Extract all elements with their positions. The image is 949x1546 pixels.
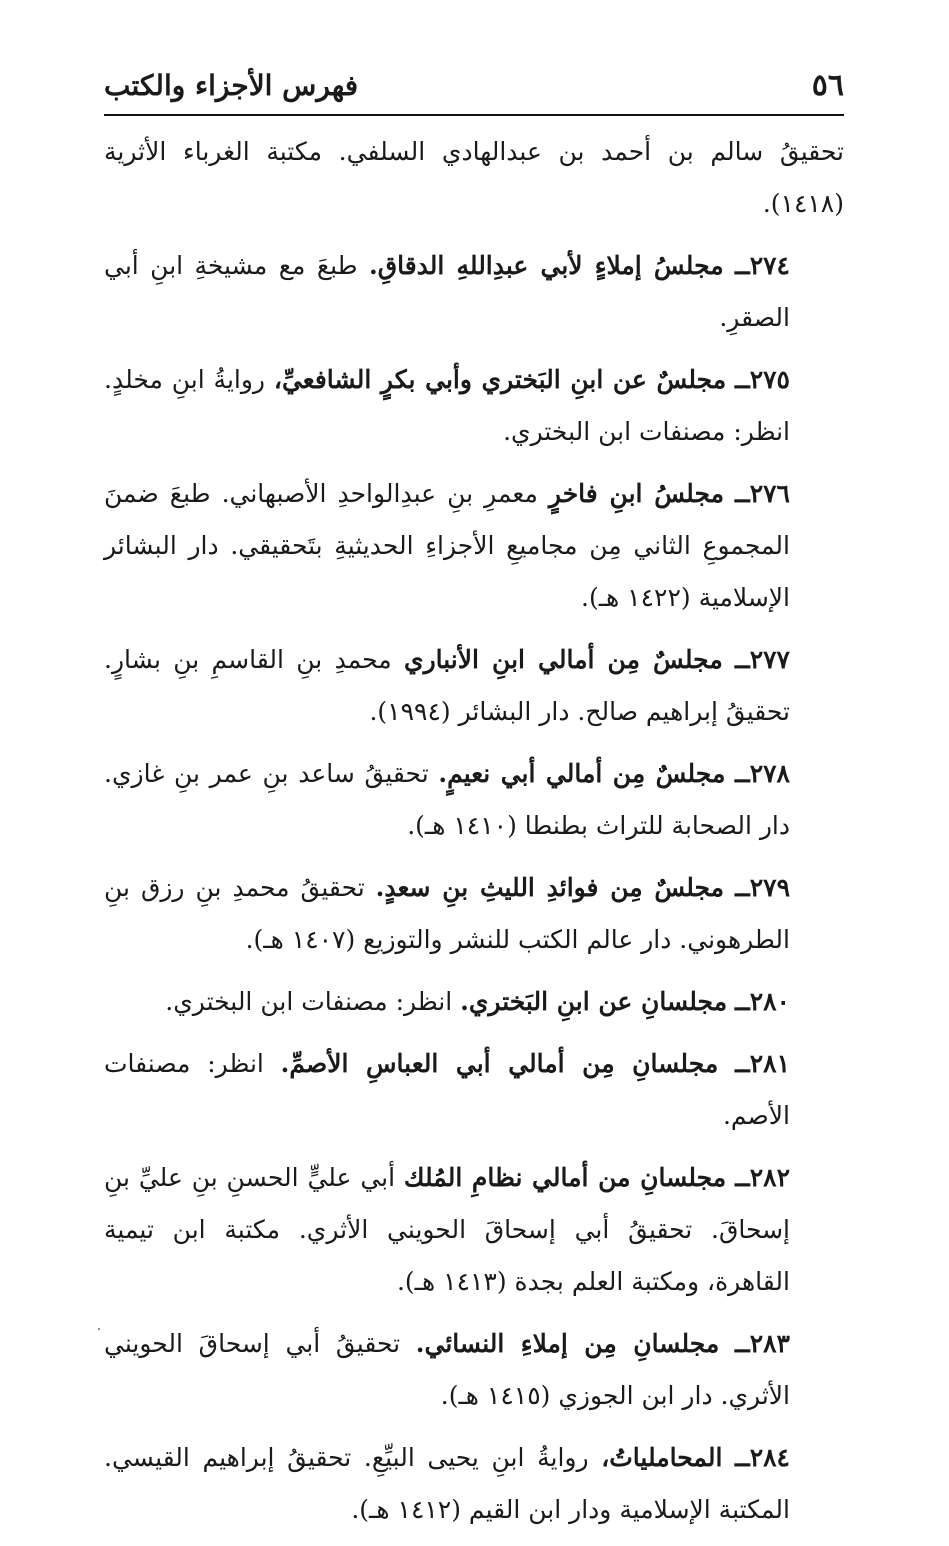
entry-284 xyxy=(104,1432,844,1536)
entry-279 xyxy=(104,862,844,966)
entry-number: ٢٧٦ــ xyxy=(735,479,790,508)
entry-title: مجلسُ ابنِ فاخرٍ xyxy=(548,479,724,508)
entry-body: تحقيقُ أبي إسحاقَ الحويني الأثري. دار ابن الجوزي (١٤١٥ هـ). xyxy=(104,1329,790,1410)
entry-277 xyxy=(104,634,844,738)
entry-number: ٢٨٢ــ xyxy=(735,1163,791,1192)
scan-speck xyxy=(98,1328,100,1330)
entry-title: مجلسانِ مِن إملاءِ النسائي. xyxy=(415,1329,720,1358)
header-rule xyxy=(104,114,844,116)
entry-title: مجلسانِ من أمالي نظامِ المُلك xyxy=(403,1163,727,1192)
entry-title: مجلسٌ مِن أمالي ابنِ الأنباري xyxy=(404,645,723,674)
entry-body: تحقيقُ سالم بن أحمد بن عبدالهادي السلفي. مكتبة الغرباء الأثرية (١٤١٨). xyxy=(104,137,844,218)
entry-body: انظر: مصنفات الأصم. xyxy=(104,1049,790,1130)
entry-number: ٢٨٤ــ xyxy=(735,1443,790,1472)
entry-body: تحقيقُ ساعد بنِ عمر بنِ غازي. دار الصحابة للتراث بطنطا (١٤١٠ هـ). xyxy=(104,759,790,840)
entry-number: ٢٧٩ــ xyxy=(735,873,791,902)
entry-276 xyxy=(104,468,844,624)
entry-number: ٢٧٥ــ xyxy=(735,365,790,394)
entry-278 xyxy=(104,748,844,852)
entry-body: معمرِ بنِ عبدِالواحدِ الأصبهاني. طبعَ ضمنَ المجموعِ الثاني مِن مجاميعِ الأجزاءِ الحديثيةِ بتَحقيقي. دار البشائر الإسلامية (١٤٢٢ هـ). xyxy=(104,479,790,612)
entry-body: أبي عليٍّ الحسنِ بنِ عليِّ بنِ إسحاقَ. تحقيقُ أبي إسحاقَ الحويني الأثري. مكتبة ابن تيمية القاهرة، ومكتبة العلم بجدة (١٤١٣ هـ). xyxy=(104,1163,790,1296)
entry-number: ٢٨٣ــ xyxy=(735,1329,790,1358)
page-number: ٥٦ xyxy=(811,68,844,103)
entry-274 xyxy=(104,240,844,344)
entries-list xyxy=(104,126,844,1546)
running-title: فهرس الأجزاء والكتب xyxy=(104,69,359,102)
entry-283 xyxy=(104,1318,844,1422)
entry-282 xyxy=(104,1152,844,1308)
entry-body: روايةُ ابنِ مخلدٍ. انظر: مصنفات ابن البختري. xyxy=(104,365,790,446)
continuation-paragraph xyxy=(104,126,844,230)
entry-number: ٢٨١ــ xyxy=(735,1049,791,1078)
entry-title: مجلسٌ عن ابنِ البَختري وأبي بكرٍ الشافعيِّ، xyxy=(273,365,727,394)
entry-number: ٢٧٧ــ xyxy=(735,645,790,674)
entry-title: مجلسانِ مِن أمالي أبي العباسِ الأصمِّ. xyxy=(280,1049,719,1078)
entry-body: انظر: مصنفات ابن البختري. xyxy=(165,987,461,1016)
entry-number: ٢٧٤ــ xyxy=(735,251,790,280)
entry-title: المحاملياتُ، xyxy=(601,1443,723,1472)
entry-number: ٢٨٠ــ xyxy=(735,987,790,1016)
entry-275 xyxy=(104,354,844,458)
entry-280 xyxy=(104,976,844,1028)
page-header xyxy=(104,62,844,112)
entry-281 xyxy=(104,1038,844,1142)
entry-title: مجلسٌ مِن فوائدِ الليثِ بنِ سعدٍ. xyxy=(375,873,725,902)
entry-title: مجلسٌ مِن أمالي أبي نعيمٍ. xyxy=(438,759,726,788)
entry-title: مجلسانِ عن ابنِ البَختري. xyxy=(460,987,728,1016)
entry-number: ٢٧٨ــ xyxy=(735,759,790,788)
entry-body: طبعَ مع مشيخةِ ابنِ أبي الصقرِ. xyxy=(104,251,790,332)
entry-title: مجلسُ إملاءٍ لأبي عبدِاللهِ الدقاقِ. xyxy=(368,251,724,280)
entry-body: روايةُ ابنِ يحيى البيِّعِ. تحقيقُ إبراهيم القيسي. المكتبة الإسلامية ودار ابن القيم (١٤١٢ هـ). xyxy=(104,1443,790,1524)
entry-body: تحقيقُ محمدِ بنِ رزق بنِ الطرهوني. دار عالم الكتب للنشر والتوزيع (١٤٠٧ هـ). xyxy=(104,873,790,954)
entry-body: محمدِ بنِ القاسمِ بنِ بشارٍ. تحقيقُ إبراهيم صالح. دار البشائر (١٩٩٤). xyxy=(104,645,790,726)
